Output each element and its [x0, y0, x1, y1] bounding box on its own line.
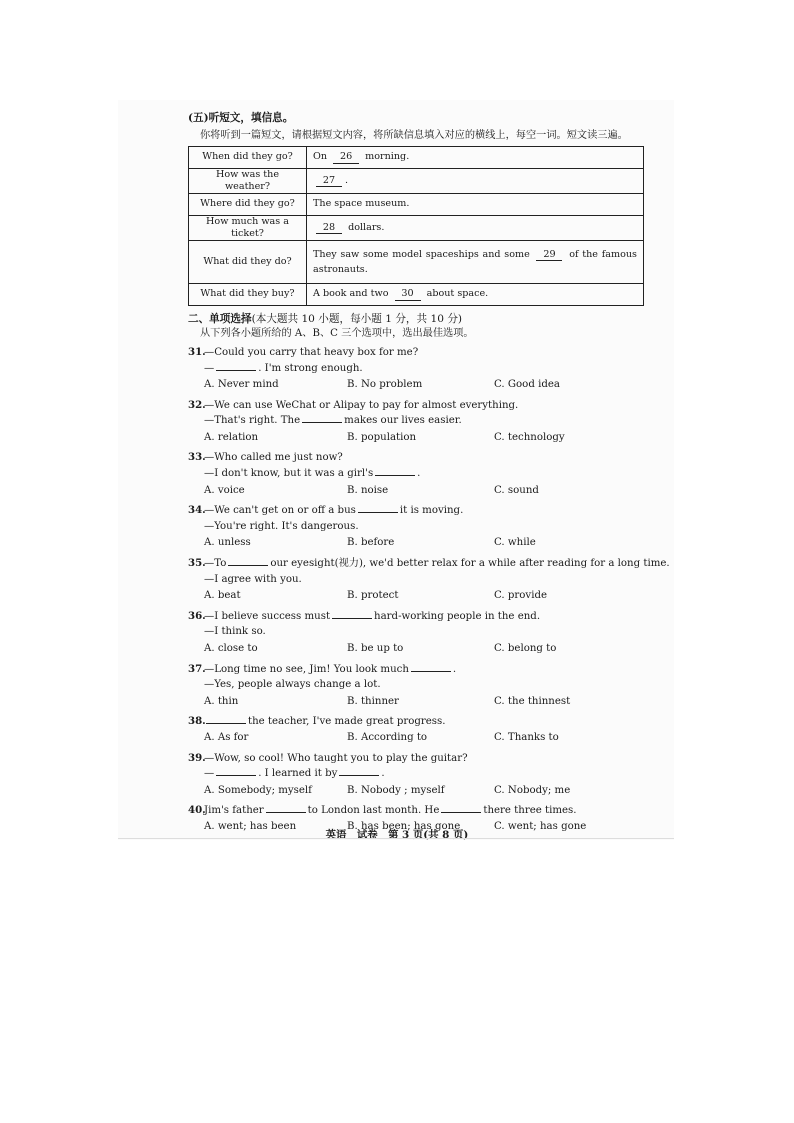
option-c[interactable]: C. the thinnest	[494, 695, 571, 707]
dialog-line: .	[452, 663, 457, 675]
answer-blank-28[interactable]: 28	[316, 223, 342, 235]
options	[188, 483, 648, 500]
question-list	[188, 344, 670, 836]
section2-title	[188, 313, 648, 326]
options	[188, 730, 648, 747]
option-c[interactable]: C. sound	[494, 484, 539, 496]
dialog-line: —Wow, so cool! Who taught you to play the guitar?	[204, 752, 468, 764]
answer-post: of the famous astronauts.	[313, 248, 637, 275]
dialog-line: our eyesight(视力), we'd better relax for a while after reading for a long time.	[270, 558, 670, 570]
option-c[interactable]: C. belong to	[494, 643, 557, 654]
info-table	[188, 146, 644, 306]
option-a[interactable]: A. beat	[204, 590, 241, 602]
answer-blank[interactable]	[411, 662, 451, 672]
answer-blank[interactable]	[375, 466, 415, 476]
question-number: 40.	[188, 804, 206, 817]
row-answer	[307, 283, 644, 305]
option-c[interactable]: C. Good idea	[494, 379, 560, 391]
option-a[interactable]: A. went; has been	[204, 820, 297, 832]
answer-pre: A book and two	[313, 288, 389, 300]
dialog-line: —We can't get on or off a bus	[204, 505, 356, 517]
answer-blank[interactable]	[332, 609, 372, 619]
table-row	[189, 168, 644, 193]
option-a[interactable]: A. close to	[204, 643, 258, 654]
question-number: 32.	[188, 398, 206, 411]
dialog-line: —Long time no see, Jim! You look much	[204, 663, 409, 675]
question-number: 34.	[188, 504, 206, 517]
question-number: 39.	[188, 751, 206, 764]
dialog-line: —I don't know, but it was a girl's	[204, 468, 374, 480]
answer-blank-29[interactable]: 29	[536, 250, 562, 262]
question-number: 37.	[188, 662, 206, 675]
answer-post: morning.	[365, 151, 410, 163]
option-b[interactable]: B. No problem	[347, 379, 423, 391]
answer-blank[interactable]	[302, 413, 342, 423]
question-36	[188, 608, 648, 658]
answer-blank-27[interactable]: 27	[316, 176, 342, 188]
question-number: 33.	[188, 451, 206, 464]
dialog-line: —That's right. The	[204, 415, 301, 427]
section5-title: (五)听短文，填信息。	[188, 112, 294, 124]
section2-title-main: 二、单项选择	[188, 312, 252, 325]
table-row	[189, 146, 644, 168]
dialog-line: —Yes, people always change a lot.	[204, 679, 381, 691]
option-b[interactable]: B. noise	[347, 484, 389, 496]
dialog-line: .	[381, 768, 385, 780]
row-question: How much was a ticket?	[189, 215, 307, 240]
option-a[interactable]: A. relation	[204, 431, 259, 443]
options	[188, 430, 648, 447]
table-row	[189, 240, 644, 283]
option-c[interactable]: C. Thanks to	[494, 731, 559, 743]
dialog-line: the teacher, I've made great progress.	[248, 716, 446, 728]
option-b[interactable]: B. population	[347, 431, 417, 443]
dialog-dash: —	[204, 768, 215, 780]
option-b[interactable]: B. has been; has gone	[347, 820, 461, 832]
answer-blank-26[interactable]: 26	[333, 152, 359, 164]
question-number: 35.	[188, 557, 206, 570]
answer-blank[interactable]	[216, 766, 256, 776]
answer-post: .	[345, 174, 349, 186]
dialog-line: hard-working people in the end.	[374, 610, 541, 622]
dialog-line: makes our lives easier.	[344, 415, 462, 427]
question-39	[188, 750, 648, 800]
row-answer-text: The space museum.	[307, 193, 644, 215]
option-a[interactable]: A. voice	[204, 484, 245, 496]
answer-pre: On	[313, 151, 328, 163]
row-answer	[307, 146, 644, 168]
answer-post: dollars.	[348, 221, 385, 233]
option-b[interactable]: B. protect	[347, 590, 399, 602]
option-c[interactable]: C. provide	[494, 590, 547, 602]
answer-blank[interactable]	[266, 803, 306, 813]
option-a[interactable]: A. unless	[204, 537, 251, 549]
table-row	[189, 193, 644, 215]
option-a[interactable]: A. As for	[204, 731, 249, 743]
section2-instruction: 从下列各小题所给的 A、B、C 三个选项中，选出最佳选项。	[200, 328, 474, 340]
row-answer	[307, 215, 644, 240]
option-a[interactable]: A. thin	[204, 695, 239, 707]
answer-blank[interactable]	[228, 556, 268, 566]
dialog-line: there three times.	[483, 805, 577, 817]
options	[188, 694, 648, 711]
question-33	[188, 449, 648, 499]
dialog-line: Jim's father	[204, 805, 264, 817]
question-31	[188, 344, 648, 394]
dialog-line: —To	[204, 558, 227, 570]
question-34	[188, 502, 648, 552]
row-question: Where did they go?	[189, 193, 307, 215]
answer-blank[interactable]	[216, 361, 256, 371]
answer-blank[interactable]	[358, 503, 398, 513]
dialog-line: . I learned it by	[258, 768, 338, 780]
section5-instruction: 你将听到一篇短文，请根据短文内容，将所缺信息填入对应的横线上，每空一词。短文读三遍。	[200, 130, 628, 142]
row-question: When did they go?	[189, 146, 307, 168]
dialog-dash: —	[204, 362, 215, 374]
options	[188, 535, 648, 552]
table-row	[189, 283, 644, 305]
dialog-line: to London last month. He	[307, 805, 440, 817]
page-footer: 英语 试卷 第 3 页(共 8 页)	[325, 829, 469, 841]
option-b[interactable]: B. thinner	[347, 695, 399, 707]
section2-title-note: (本大题共 10 小题，每小题 1 分，共 10 分)	[251, 312, 463, 325]
question-35	[188, 555, 670, 605]
answer-post: about space.	[426, 288, 489, 300]
option-a[interactable]: A. Never mind	[204, 379, 279, 391]
answer-pre: They saw some model spaceships and some	[313, 248, 530, 260]
option-c[interactable]: C. went; has gone	[494, 820, 587, 832]
option-c[interactable]: C. Nobody; me	[494, 784, 571, 796]
dialog-line: —I agree with you.	[204, 573, 302, 585]
answer-blank-30[interactable]: 30	[395, 289, 421, 301]
option-a[interactable]: A. Somebody; myself	[204, 784, 312, 796]
dialog-line: —I think so.	[204, 626, 266, 638]
dialog-line: —Who called me just now?	[204, 452, 343, 464]
question-38	[188, 713, 648, 746]
question-32	[188, 397, 648, 447]
row-question: What did they buy?	[189, 283, 307, 305]
row-answer	[307, 240, 644, 283]
row-question: How was the weather?	[189, 168, 307, 193]
dialog-line: .	[417, 468, 421, 480]
question-number: 38.	[188, 715, 206, 728]
question-number: 31.	[188, 345, 206, 358]
option-b[interactable]: B. Nobody ; myself	[347, 784, 445, 796]
options	[188, 641, 648, 658]
answer-blank[interactable]	[441, 803, 481, 813]
row-answer	[307, 168, 644, 193]
question-number: 36.	[188, 609, 206, 622]
dialog-line: —I believe success must	[204, 610, 331, 622]
option-c[interactable]: C. while	[494, 537, 536, 549]
question-37	[188, 661, 648, 711]
footer-divider	[118, 838, 674, 839]
option-b[interactable]: B. before	[347, 537, 395, 549]
answer-blank[interactable]	[206, 714, 246, 724]
option-c[interactable]: C. technology	[494, 431, 565, 443]
option-b[interactable]: B. According to	[347, 731, 428, 743]
options	[188, 377, 648, 394]
dialog-line: it is moving.	[399, 505, 464, 517]
dialog-line: —We can use WeChat or Alipay to pay for almost everything.	[204, 399, 519, 411]
row-question: What did they do?	[189, 240, 307, 283]
dialog-line: . I'm strong enough.	[258, 362, 363, 374]
dialog-line: —Could you carry that heavy box for me?	[204, 346, 419, 358]
answer-blank[interactable]	[339, 766, 379, 776]
option-b[interactable]: B. be up to	[347, 643, 404, 654]
options	[188, 588, 648, 605]
dialog-line: —You're right. It's dangerous.	[204, 520, 359, 532]
options	[188, 783, 648, 800]
table-row	[189, 215, 644, 240]
page-content	[188, 112, 670, 836]
